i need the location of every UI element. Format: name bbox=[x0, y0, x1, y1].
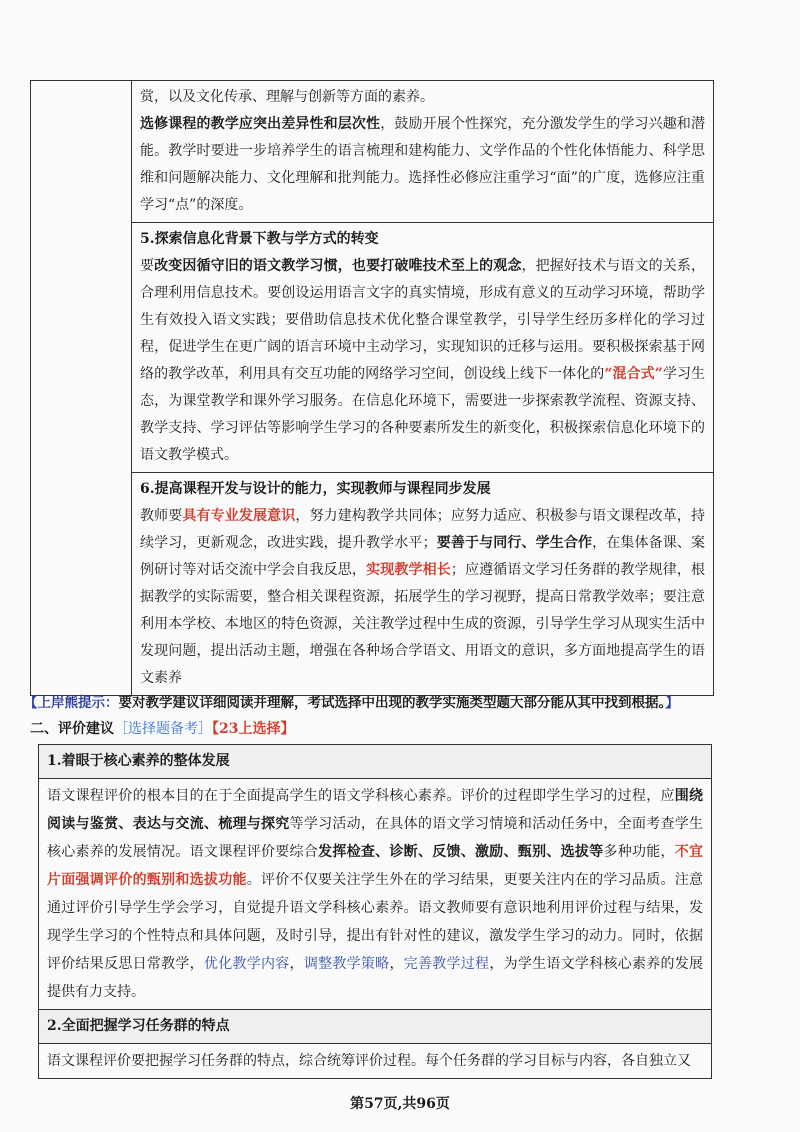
section-title: 5.探索信息化背景下教与学方式的转变 bbox=[140, 231, 379, 247]
table-cell bbox=[39, 1044, 712, 1079]
paragraph: 教师要具有专业发展意识，努力建构教学共同体；应努力适应、积极参与语文课程改革，持续学习，更新观念，改进实践，提升教学水平；要善于与同行、学生合作，在集体备课、案例研讨等对话交流中学会自我反思，实现教学相长；应遵循语文学习任务群的教学规律，根据教学的实际需要，整合相关课程资源，拓展学生的学习视野，提高日常教学效率；要注意利用本学校、本地区的特色资源，关注教学过程中生成的资源，引导学生学习从现实生活中发现问题，提出活动主题，增强在各种场合学语文、用语文的意识，多方面地提高学生的语文素养 bbox=[140, 508, 706, 686]
paragraph: 语文课程评价要把握学习任务群的特点，综合统筹评价过程。每个任务群的学习目标与内容，各自独立又 bbox=[47, 1053, 691, 1069]
paragraph: 要改变因循守旧的语文教学习惯，也要打破唯技术至上的观念，把握好技术与语文的关系，合理利用信息技术。要创设运用语言文字的真实情境，形成有意义的互动学习环境，帮助学生有效投入语文实践；要借助信息技术优化整合课堂教学，引导学生经历多样化的学习过程，促进学生在更广阔的语言环境中主动学习，实现知识的迁移与运用。要积极探索基于网络的教学改革，利用具有交互功能的网络学习空间，创设线上线下一体化的“混合式”学习生态，为课堂教学和课外学习服务。在信息化环境下，需要进一步探索教学流程、资源支持、教学支持、学习评估等影响学生学习的各种要素所发生的新变化，积极探索信息化环境下的语文教学模式。 bbox=[140, 258, 706, 463]
table-header-cell: 1.着眼于核心素养的整体发展 bbox=[39, 745, 712, 779]
paragraph: 选修课程的教学应突出差异性和层次性，鼓励开展个性探究，充分激发学生的学习兴趣和潜能。教学时要进一步培养学生的语言梳理和建构能力、文学作品的个性化体悟能力、科学思维和问题解决能力、文化理解和批判能力。选择性必修应注重学习“面”的广度，选修应注重学习“点”的深度。 bbox=[140, 116, 706, 213]
highlight-text: 完善教学过程 bbox=[403, 956, 490, 972]
tip-text: 要对教学建议详细阅读并理解，考试选择中出现的教学实施类型题大部分能从其中找到根据。 bbox=[118, 695, 666, 711]
page-number: 第57页,共96页 bbox=[350, 1096, 450, 1112]
table-cell-section4-cont bbox=[132, 81, 714, 223]
section-title: 二、评价建议 bbox=[30, 721, 114, 737]
highlight-text: 不宜片面强调评价的甄别和选拔功能 bbox=[47, 844, 704, 888]
paragraph: 赏，以及文化传承、理解与创新等方面的素养。 bbox=[140, 89, 434, 105]
table-cell bbox=[39, 779, 712, 1010]
bold-text: 要善于与同行、学生合作 bbox=[436, 535, 593, 551]
table-cell-section5 bbox=[132, 223, 714, 473]
highlight-text: 调整教学策略 bbox=[303, 956, 390, 972]
evaluation-suggestions-table bbox=[38, 744, 712, 1079]
table-left-column bbox=[31, 81, 132, 696]
section-title: 6.提高课程开发与设计的能力，实现教师与课程同步发展 bbox=[140, 481, 491, 497]
tip-label: 上岸熊提示： bbox=[37, 695, 119, 711]
exam-tag: 【23上选择】 bbox=[212, 721, 295, 737]
paragraph: 语文课程评价的根本目的在于全面提高学生的语文学科核心素养。评价的过程即学生学习的过程，应围绕阅读与鉴赏、表达与交流、梳理与探究等学习活动，在具体的语文学习情境和活动任务中，全面考查学生核心素养的发展情况。语文课程评价要综合发挥检查、诊断、反馈、激励、甄别、选拔等多种功能，不宜片面强调评价的甄别和选拔功能。评价不仅要关注学生外在的学习结果，更要关注内在的学习品质。注意通过评价引导学生学会学习，自觉提升语文学科核心素养。语文教师要有意识地利用评价过程与结果，发现学生学习的个性特点和具体问题，及时引导，提出有针对性的建议，激发学生学习的动力。同时，依据评价结果反思日常教学，优化教学内容，调整教学策略，完善教学过程，为学生语文学科核心素养的发展提供有力支持。 bbox=[47, 788, 704, 1000]
bold-text: 选修课程的教学应突出差异性和层次性 bbox=[140, 116, 381, 132]
table-header-cell: 2.全面把握学习任务群的特点 bbox=[39, 1010, 712, 1044]
tip-note: 【上岸熊提示：要对教学建议详细阅读并理解，考试选择中出现的教学实施类型题大部分能从其中找到根据。】 bbox=[24, 695, 679, 711]
highlight-text: 优化教学内容 bbox=[203, 956, 290, 972]
highlight-text: “混合式” bbox=[604, 366, 663, 382]
exam-tag: ［选择题备考］ bbox=[114, 721, 212, 737]
table-cell-section6 bbox=[132, 473, 714, 696]
highlight-text: 实现教学相长 bbox=[366, 562, 451, 578]
highlight-text: 具有专业发展意识 bbox=[182, 508, 296, 524]
section-heading bbox=[30, 718, 730, 740]
teaching-suggestions-table bbox=[30, 80, 714, 696]
bold-text: 改变因循守旧的语文教学习惯，也要打破唯技术至上的观念 bbox=[154, 258, 522, 274]
